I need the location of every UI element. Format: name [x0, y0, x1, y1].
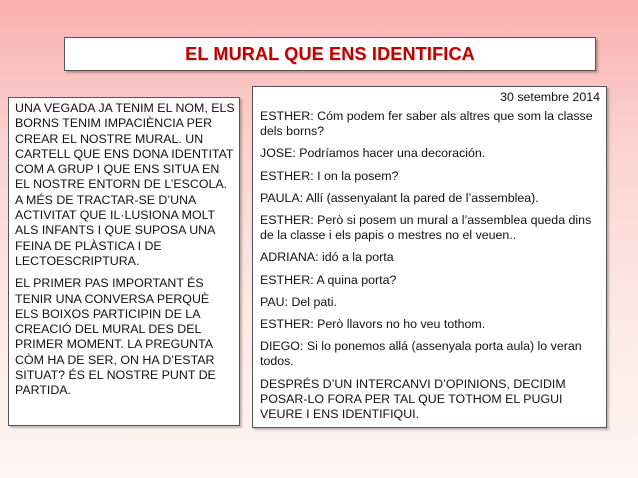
dialogue-line: DIEGO: Si lo ponemos allá (assenyala porta aula) lo veran todos. — [260, 339, 582, 369]
dialogue-date: 30 setembre 2014 — [500, 90, 600, 104]
dialogue-box — [252, 86, 607, 428]
slide-title: EL MURAL QUE ENS IDENTIFICA — [185, 43, 475, 64]
intro-paragraph-2: EL PRIMER PAS IMPORTANT ÉS TENIR UNA CONVERSA PERQUÈ ELS BOIXOS PARTICIPIN DE LA CREACIÓ DEL MURAL DES DEL PRIMER MOMENT. LA PREGUNTA CÒM HA DE SER, ON HA D’ESTAR SITUAT? ÉS EL NOSTRE PUNT DE PARTIDA. — [15, 276, 216, 398]
intro-paragraph-1: UNA VEGADA JA TENIM EL NOM, ELS BORNS TENIM IMPACIÈNCIA PER CREAR EL NOSTRE MURAL. UN CARTELL QUE ENS DONA IDENTITAT COM A GRUP I QUE ENS SITUA EN EL NOSTRE ENTORN DE L’ESCOLA. A MÉS DE TRACTAR-SE D’UNA ACTIVITAT QUE IL·LUSIONA MOLT ALS INFANTS I QUE SUPOSA UNA FEINA DE PLÀSTICA I DE LECTOESCRIPTURA. — [15, 101, 235, 268]
dialogue-line: JOSE: Podríamos hacer una decoración. — [260, 146, 486, 161]
dialogue-line: ESTHER: Cóm podem fer saber als altres que som la classe dels borns? — [260, 109, 593, 139]
dialogue-conclusion: DESPRÉS D’UN INTERCANVI D’OPINIONS, DECIDIM POSAR-LO FORA PER TAL QUE TOTHOM EL PUGUI VEURE I ENS IDENTIFIQUI. — [260, 376, 566, 422]
dialogue-line: ESTHER: Però si posem un mural a l’assemblea queda dins de la classe i els papis o mestres no el veuen.. — [260, 213, 592, 243]
dialogue-line: ADRIANA: idó a la porta — [260, 250, 394, 265]
dialogue-line: PAU: Del pati. — [260, 294, 337, 309]
title-box — [64, 37, 596, 71]
dialogue-lines — [260, 109, 600, 422]
dialogue-line: ESTHER: I on la posem? — [260, 168, 399, 183]
dialogue-line: PAULA: Allí (assenyalant la pared de l’assemblea). — [260, 190, 539, 205]
dialogue-line: ESTHER: Però llavors no ho veu tothom. — [260, 317, 486, 332]
intro-text-box — [8, 97, 240, 426]
dialogue-line: ESTHER: A quina porta? — [260, 272, 397, 287]
